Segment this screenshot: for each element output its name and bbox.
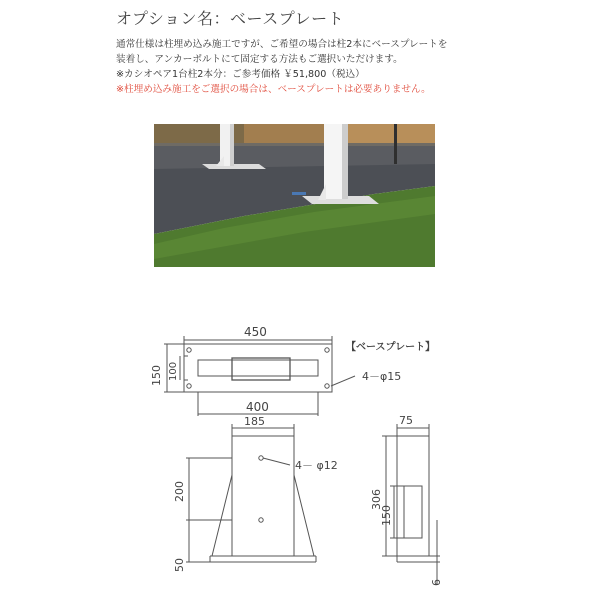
description-line-2: 装着し、アンカーボルトにて固定する方法もご選択いただけます。	[116, 54, 403, 65]
column-front-view	[232, 436, 294, 556]
description-note: ※柱埋め込み施工をご選択の場合は、ベースプレートは必要ありません。	[116, 84, 431, 95]
dim-185: 185	[244, 415, 265, 428]
description-price: ※カシオペア1台柱2本分：ご参考価格 ￥51,800（税込）	[116, 69, 365, 80]
description-line-1: 通常仕様は柱埋め込み施工ですが、ご希望の場合は柱2本にベースプレートを	[116, 39, 448, 50]
dim-6: 6	[430, 579, 443, 586]
holes-15-label: 4－φ15	[362, 370, 402, 383]
dim-200: 200	[173, 481, 186, 502]
holes-12-label: 4－ φ12	[295, 459, 338, 472]
dim-50: 50	[173, 558, 186, 572]
dim-100: 100	[168, 361, 179, 381]
dim-306: 306	[370, 489, 383, 510]
base-plate-technical-drawing	[150, 300, 450, 590]
dim-450: 450	[244, 325, 267, 339]
plate-top-view	[184, 344, 332, 392]
dim-400: 400	[246, 400, 269, 414]
drawing-heading: 【ベースプレート】	[346, 342, 436, 353]
option-description	[116, 37, 447, 97]
dim-75: 75	[399, 414, 413, 427]
base-plate-photo	[154, 124, 435, 267]
dim-150-side: 150	[380, 505, 393, 526]
dim-150: 150	[150, 365, 163, 386]
photo-illustration	[154, 124, 435, 267]
page-title: オプション名：ベースプレート	[116, 9, 345, 28]
